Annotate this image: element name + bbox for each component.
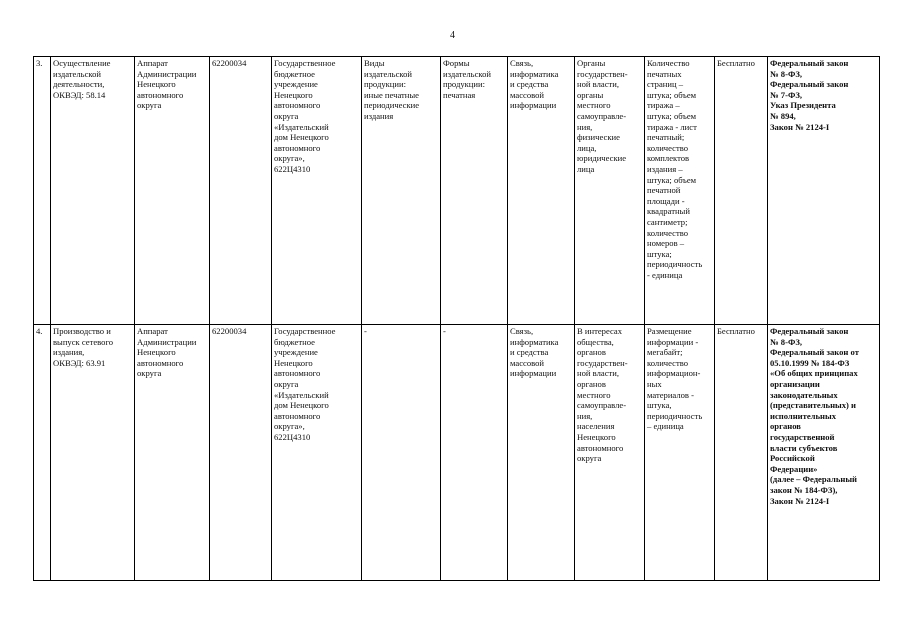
service-name-cell: Производство и выпуск сетевого издания, ОКВЭД: 63.91 [51, 325, 135, 581]
institution-cell: Государственное бюджетное учреждение Ненецкого автономного округа «Издательский дом Ненецкого автономного округа», 622Ц4310 [272, 325, 362, 581]
legal-basis-cell: Федеральный закон № 8-ФЗ, Федеральный закон № 7-ФЗ, Указ Президента № 894, Закон № 2124-I [768, 57, 880, 325]
table-row [34, 325, 880, 581]
services-table [33, 56, 880, 581]
row-number: 4. [34, 325, 51, 581]
payment-cell: Бесплатно [715, 57, 768, 325]
table-row [34, 57, 880, 325]
page-number: 4 [450, 30, 455, 41]
code-cell: 62200034 [210, 57, 272, 325]
institution-cell: Государственное бюджетное учреждение Ненецкого автономного округа «Издательский дом Ненецкого автономного округа», 622Ц4310 [272, 57, 362, 325]
forms-cell: - [441, 325, 508, 581]
code-cell: 62200034 [210, 325, 272, 581]
service-name-cell: Осуществление издательской деятельности, ОКВЭД: 58.14 [51, 57, 135, 325]
forms-cell: Формы издательской продукции: печатная [441, 57, 508, 325]
founder-cell: Аппарат Администрации Ненецкого автономного округа [135, 325, 210, 581]
content-cell: - [362, 325, 441, 581]
indicators-cell: Количество печатных страниц – штука; объем тиража – штука; объем тиража - лист печатный; количество комплектов издания – штука; объем печатной площади - квадратный сантиметр; количество номеров – штука; периодичность - единица [645, 57, 715, 325]
consumers-cell: Органы государствен- ной власти, органы местного самоуправле- ния, физические лица, юридические лица [575, 57, 645, 325]
consumers-cell: В интересах общества, органов государствен- ной власти, органов местного самоуправле- ния, населения Ненецкого автономного округа [575, 325, 645, 581]
legal-basis-cell: Федеральный закон № 8-ФЗ, Федеральный закон от 05.10.1999 № 184-ФЗ «Об общих принципах организации законодательных (представительных) и исполнительных органов государственной власти субъектов Российской Федерации» (далее – Федеральный закон № 184-ФЗ), Закон № 2124-I [768, 325, 880, 581]
row-number: 3. [34, 57, 51, 325]
sphere-cell: Связь, информатика и средства массовой информации [508, 57, 575, 325]
content-cell: Виды издательской продукции: иные печатные периодические издания [362, 57, 441, 325]
sphere-cell: Связь, информатика и средства массовой информации [508, 325, 575, 581]
payment-cell: Бесплатно [715, 325, 768, 581]
founder-cell: Аппарат Администрации Ненецкого автономного округа [135, 57, 210, 325]
indicators-cell: Размещение информации - мегабайт; количество информацион- ных материалов - штука, периодичность – единица [645, 325, 715, 581]
